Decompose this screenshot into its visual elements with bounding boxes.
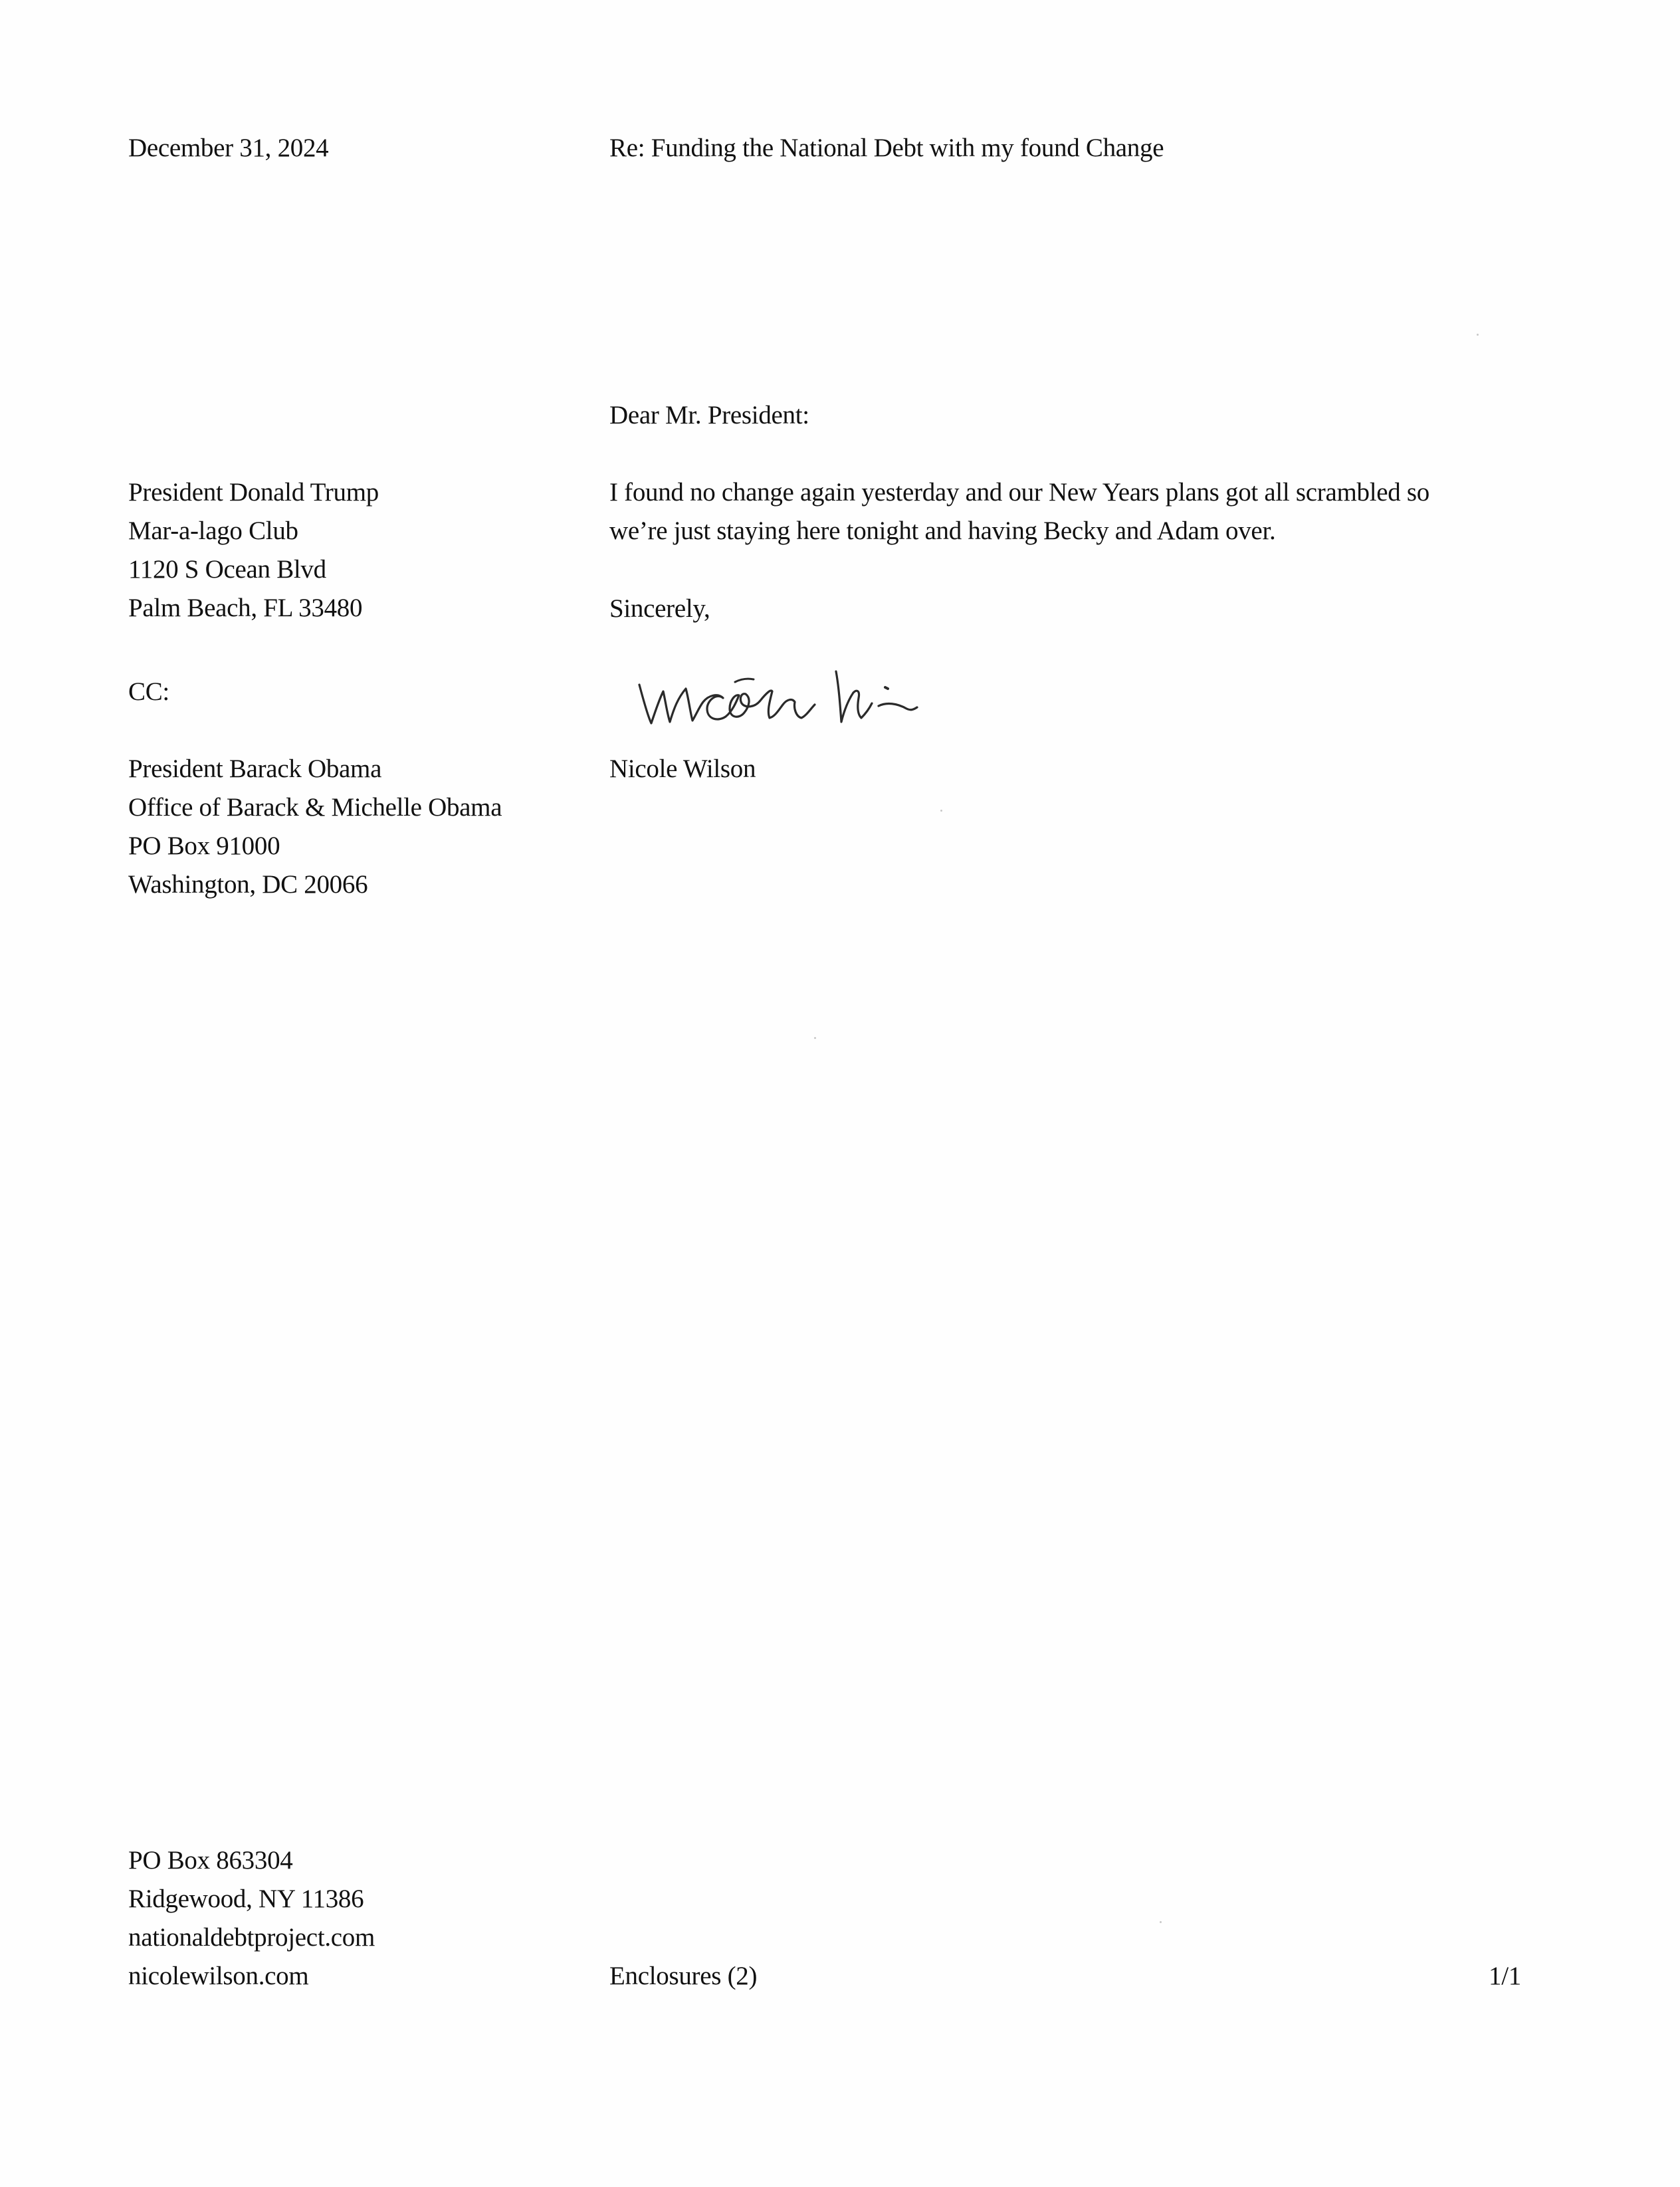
letter-subject: Re: Funding the National Debt with my found Change: [609, 134, 1164, 162]
body-line-2: we’re just staying here tonight and having Becky and Adam over.: [609, 517, 1276, 545]
scan-speck: [814, 1037, 816, 1039]
cc-line3: Washington, DC 20066: [128, 870, 368, 899]
scan-speck: [1477, 334, 1479, 336]
cc-line2: PO Box 91000: [128, 832, 280, 860]
letter-body: [609, 473, 1429, 550]
sender-line2: Ridgewood, NY 11386: [128, 1885, 364, 1913]
recipient-line3: Palm Beach, FL 33480: [128, 594, 363, 622]
signer-name: Nicole Wilson: [609, 754, 756, 783]
recipient-line2: 1120 S Ocean Blvd: [128, 555, 326, 584]
letter-date: December 31, 2024: [128, 134, 329, 162]
scan-speck: [940, 810, 942, 812]
sender-website-1: nationaldebtproject.com: [128, 1923, 375, 1952]
salutation: Dear Mr. President:: [609, 401, 809, 429]
cc-name: President Barack Obama: [128, 754, 382, 783]
sender-website-2: nicolewilson.com: [128, 1962, 309, 1990]
cc-line1: Office of Barack & Michelle Obama: [128, 793, 502, 822]
closing: Sincerely,: [609, 594, 710, 623]
recipient-line1: Mar-a-lago Club: [128, 517, 298, 545]
enclosures-note: Enclosures (2): [609, 1962, 758, 1990]
body-line-1: I found no change again yesterday and our New Years plans got all scrambled so: [609, 478, 1430, 507]
recipient-name: President Donald Trump: [128, 478, 379, 507]
handwritten-signature: [625, 645, 997, 738]
sender-line1: PO Box 863304: [128, 1846, 293, 1875]
scan-speck: [1160, 1921, 1162, 1923]
page-number: 1/1: [1489, 1962, 1521, 1990]
recipient-address: [128, 473, 379, 628]
cc-label: CC:: [128, 677, 169, 706]
sender-address: [128, 1841, 375, 1996]
cc-address: [128, 750, 502, 904]
